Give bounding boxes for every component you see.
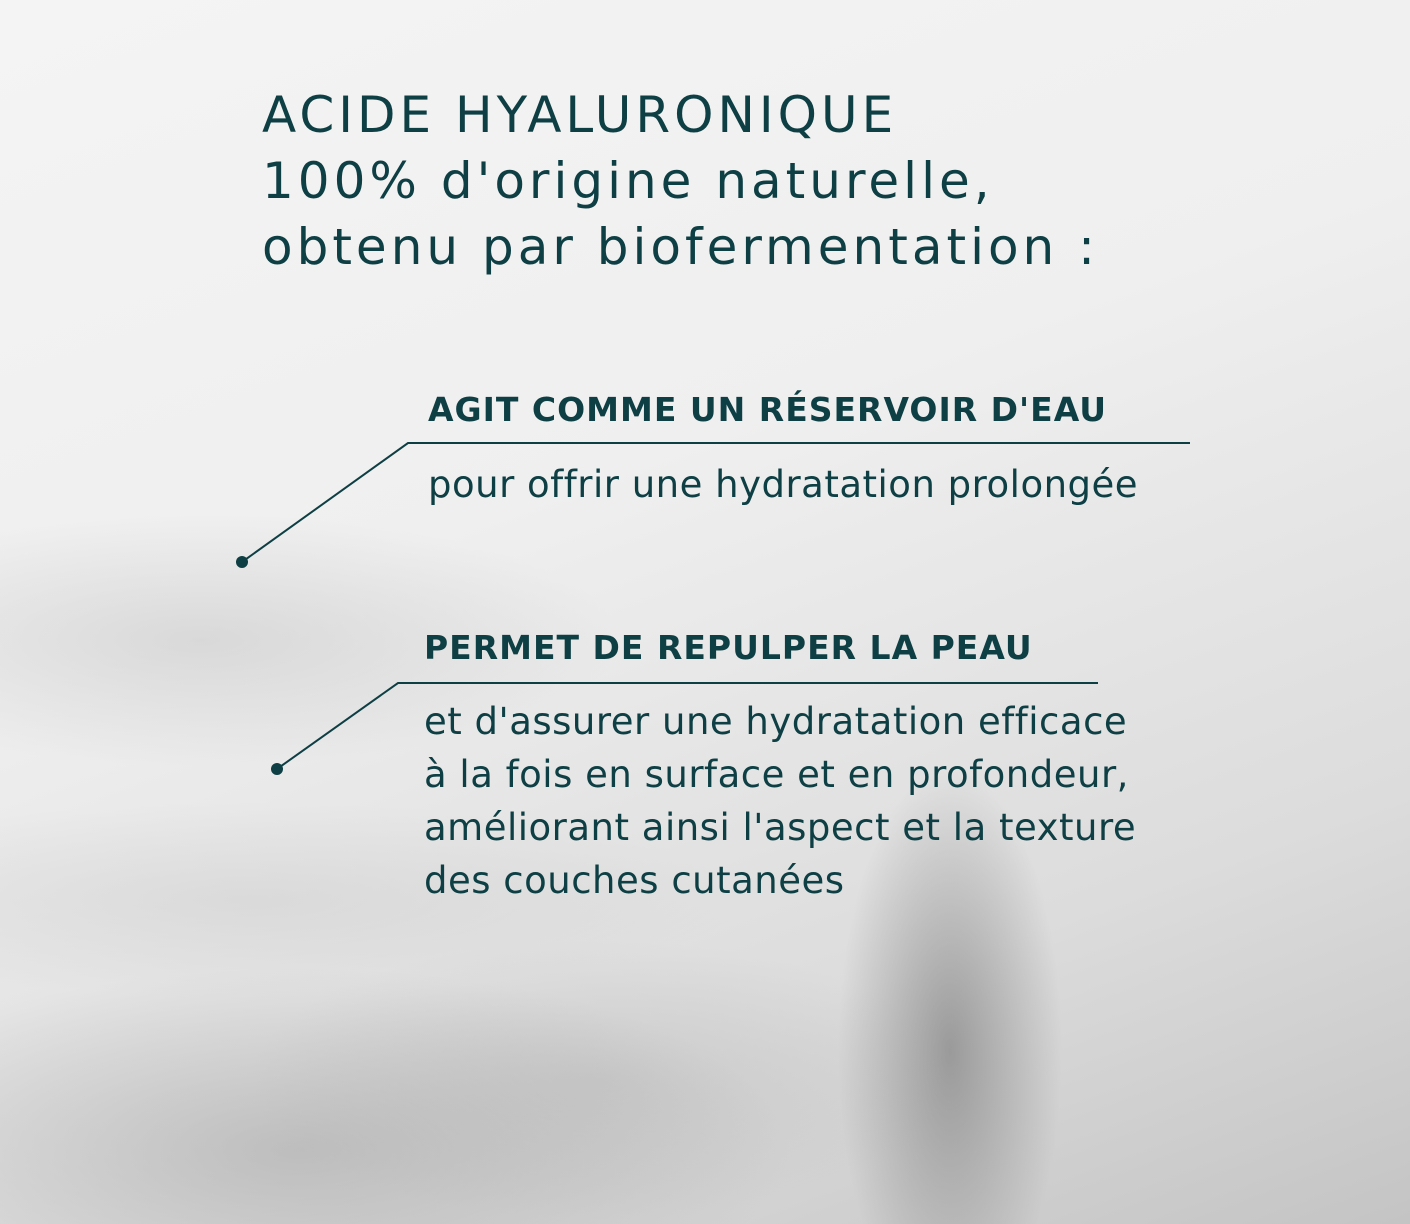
benefit-text-1	[428, 458, 1138, 511]
benefit-text-2	[424, 695, 1136, 907]
title-line: ACIDE HYALURONIQUE	[262, 86, 898, 144]
text-line: pour offrir une hydratation prolongée	[428, 463, 1139, 506]
callout-dot-1	[236, 556, 248, 568]
benefit-heading-1: AGIT COMME UN RÉSERVOIR D'EAU	[428, 390, 1108, 429]
text-line: à la fois en surface et en profondeur,	[424, 753, 1129, 796]
text-line: améliorant ainsi l'aspect et la texture	[424, 806, 1137, 849]
title-line: 100% d'origine naturelle,	[262, 152, 994, 210]
benefit-heading-2: PERMET DE REPULPER LA PEAU	[424, 628, 1033, 667]
title-line: obtenu par biofermentation :	[262, 218, 1099, 276]
text-line: des couches cutanées	[424, 859, 845, 902]
callout-dot-2	[271, 763, 283, 775]
text-line: et d'assurer une hydratation efficace	[424, 700, 1128, 743]
